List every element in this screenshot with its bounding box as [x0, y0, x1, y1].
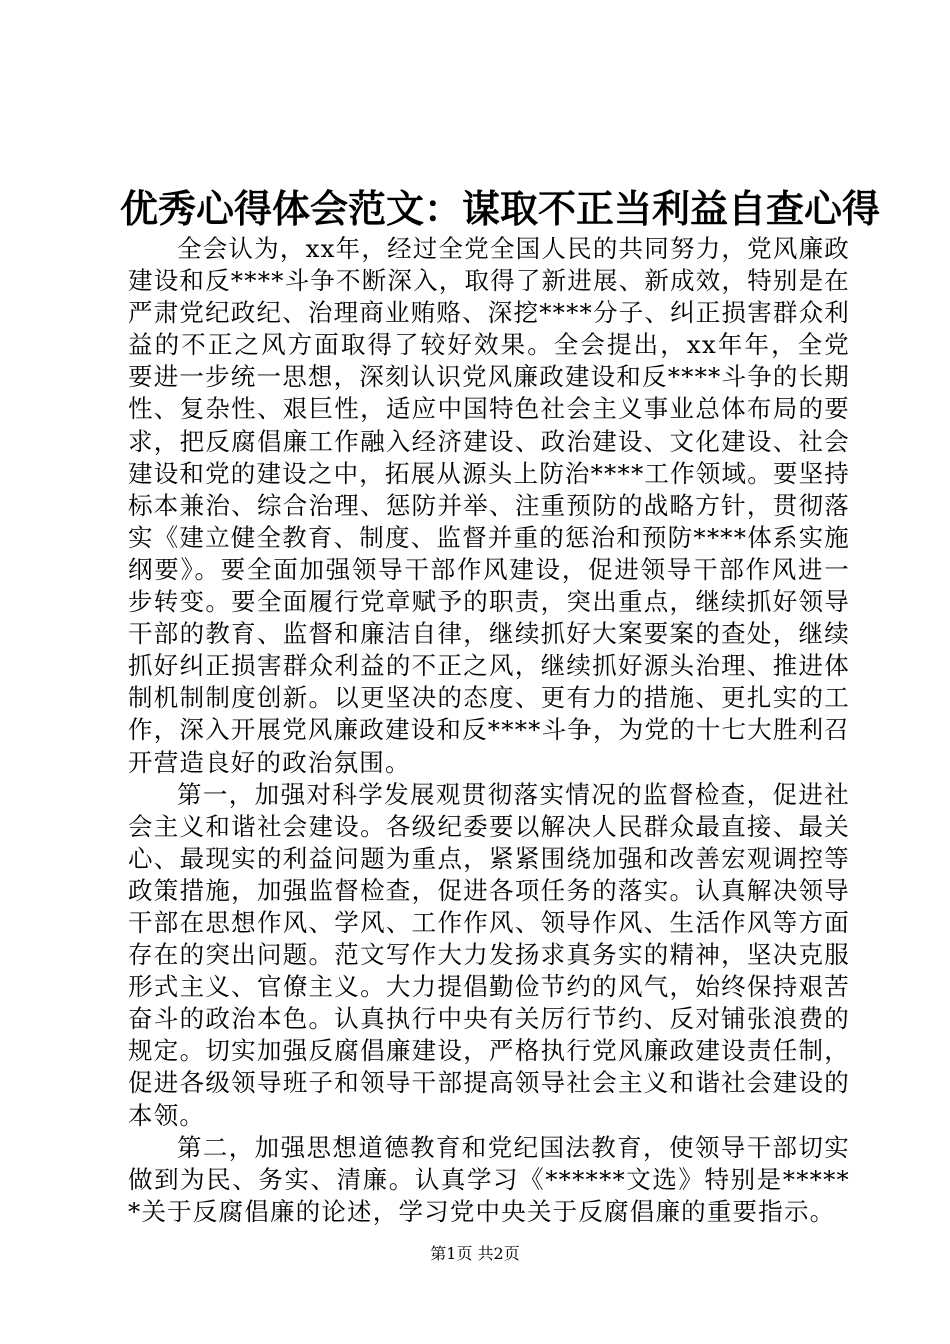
- paragraph-second-point: 第二，加强思想道德教育和党纪国法教育，使领导干部切实做到为民、务实、清廉。认真学习《******文选》特别是******关于反腐倡廉的论述，学习党中央关于反腐倡廉的重要指示。: [128, 1132, 850, 1226]
- paragraph-intro: 全会认为，xx年，经过全党全国人民的共同努力，党风廉政建设和反****斗争不断深入，取得了新进展、新成效，特别是在严肃党纪政纪、治理商业贿赂、深挖****分子、纠正损害群众利益的不正之风方面取得了较好效果。全会提出，xx年年，全党要进一步统一思想，深刻认识党风廉政建设和反****斗争的长期性、复杂性、艰巨性，适应中国特色社会主义事业总体布局的要求，把反腐倡廉工作融入经济建设、政治建设、文化建设、社会建设和党的建设之中，拓展从源头上防治****工作领域。要坚持标本兼治、综合治理、惩防并举、注重预防的战略方针，贯彻落实《建立健全教育、制度、监督并重的惩治和预防****体系实施纲要》。要全面加强领导干部作风建设，促进领导干部作风进一步转变。要全面履行党章赋予的职责，突出重点，继续抓好领导干部的教育、监督和廉洁自律，继续抓好大案要案的查处，继续抓好纠正损害群众利益的不正之风，继续抓好源头治理、推进体制机制制度创新。以更坚决的态度、更有力的措施、更扎实的工作，深入开展党风廉政建设和反****斗争，为党的十七大胜利召开营造良好的政治氛围。: [128, 234, 850, 777]
- document-body: [128, 233, 850, 1228]
- page-number-footer: 第1页 共2页: [430, 1244, 520, 1263]
- document-title: 优秀心得体会范文：谋取不正当利益自查心得: [120, 186, 881, 231]
- paragraph-first-point: 第一，加强对科学发展观贯彻落实情况的监督检查，促进社会主义和谐社会建设。各级纪委要以解决人民群众最直接、最关心、最现实的利益问题为重点，紧紧围绕加强和改善宏观调控等政策措施，加强监督检查，促进各项任务的落实。认真解决领导干部在思想作风、学风、工作作风、领导作风、生活作风等方面存在的突出问题。范文写作大力发扬求真务实的精神，坚决克服形式主义、官僚主义。大力提倡勤俭节约的风气，始终保持艰苦奋斗的政治本色。认真执行中央有关厉行节约、反对铺张浪费的规定。切实加强反腐倡廉建设，严格执行党风廉政建设责任制，促进各级领导班子和领导干部提高领导社会主义和谐社会建设的本领。: [128, 779, 850, 1130]
